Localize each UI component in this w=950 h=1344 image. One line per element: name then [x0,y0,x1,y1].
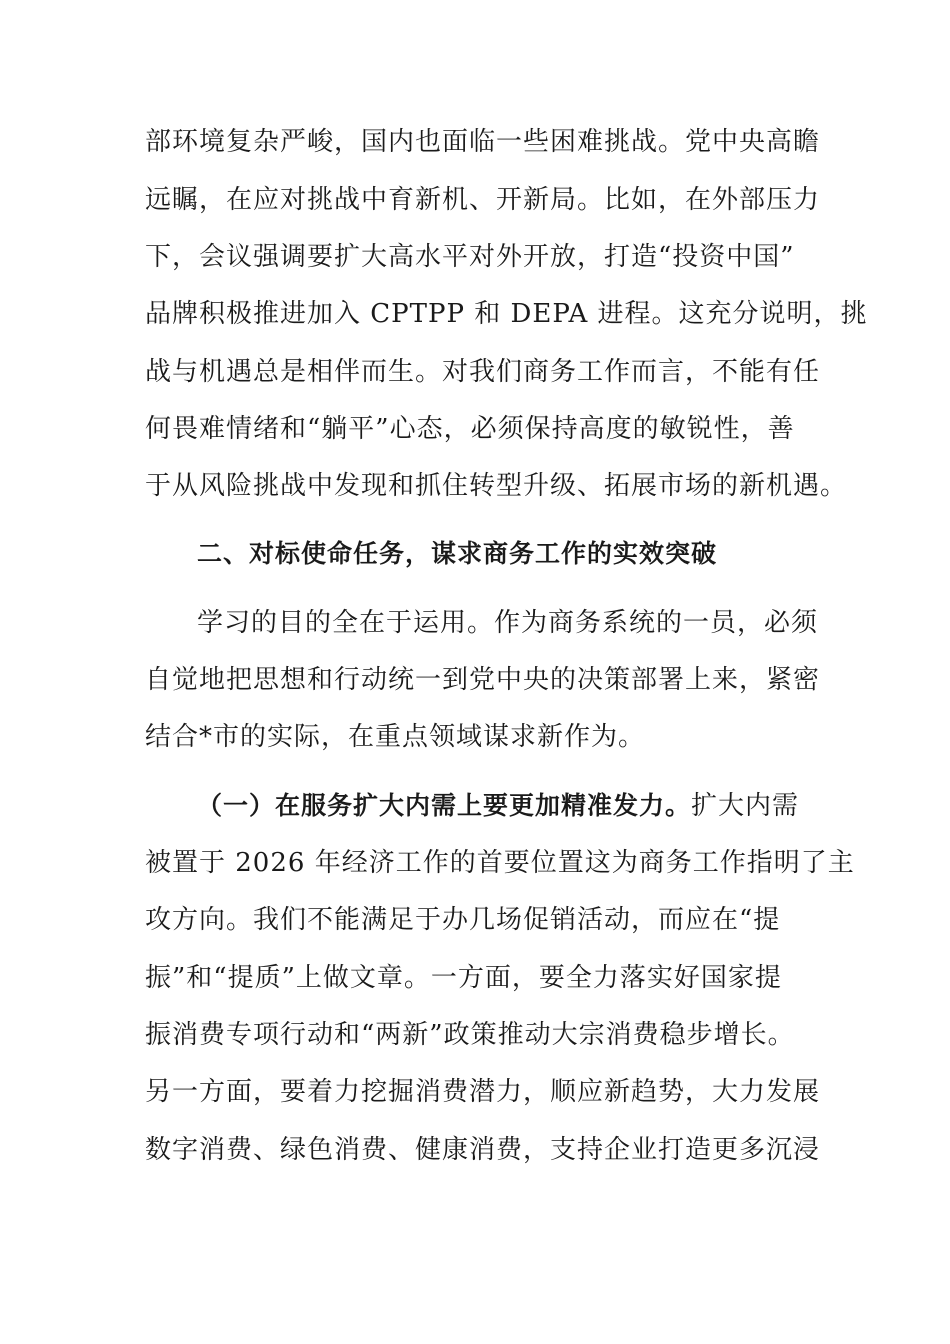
paragraph-line: 于从风险挑战中发现和抓住转型升级、拓展市场的新机遇。 [145,471,848,501]
paragraph-text: 扩大内需 [691,791,800,821]
paragraph-line: 自觉地把思想和行动统一到党中央的决策部署上来，紧密 [145,665,821,695]
paragraph-line: 学习的目的全在于运用。作为商务系统的一员，必须 [197,608,819,638]
paragraph-line: 被置于 2026 年经济工作的首要位置这为商务工作指明了主 [145,848,855,878]
subsection-heading: （一）在服务扩大内需上要更加精准发力。 [197,791,692,820]
paragraph-line: 结合*市的实际，在重点领域谋求新作为。 [145,722,646,752]
paragraph-line: 品牌积极推进加入 CPTPP 和 DEPA 进程。这充分说明，挑 [145,299,868,329]
paragraph-line: 攻方向。我们不能满足于办几场促销活动，而应在“提 [145,905,781,935]
paragraph-line: 何畏难情绪和“躺平”心态，必须保持高度的敏锐性，善 [145,414,795,444]
paragraph-line: 部环境复杂严峻，国内也面临一些困难挑战。党中央高瞻 [145,127,821,157]
paragraph-line: 振”和“提质”上做文章。一方面，要全力落实好国家提 [145,963,782,993]
section-heading: 二、对标使命任务，谋求商务工作的实效突破 [197,539,718,568]
paragraph-line: 数字消费、绿色消费、健康消费，支持企业打造更多沉浸 [145,1135,821,1165]
paragraph-line: 远瞩，在应对挑战中育新机、开新局。比如，在外部压力 [145,185,821,215]
paragraph-line: 战与机遇总是相伴而生。对我们商务工作而言，不能有任 [145,357,821,387]
paragraph-line: 下，会议强调要扩大高水平对外开放，打造“投资中国” [145,242,795,272]
paragraph-first-line [197,786,877,826]
paragraph-line: 振消费专项行动和“两新”政策推动大宗消费稳步增长。 [145,1020,795,1050]
paragraph-line: 另一方面，要着力挖掘消费潜力，顺应新趋势，大力发展 [145,1077,821,1107]
